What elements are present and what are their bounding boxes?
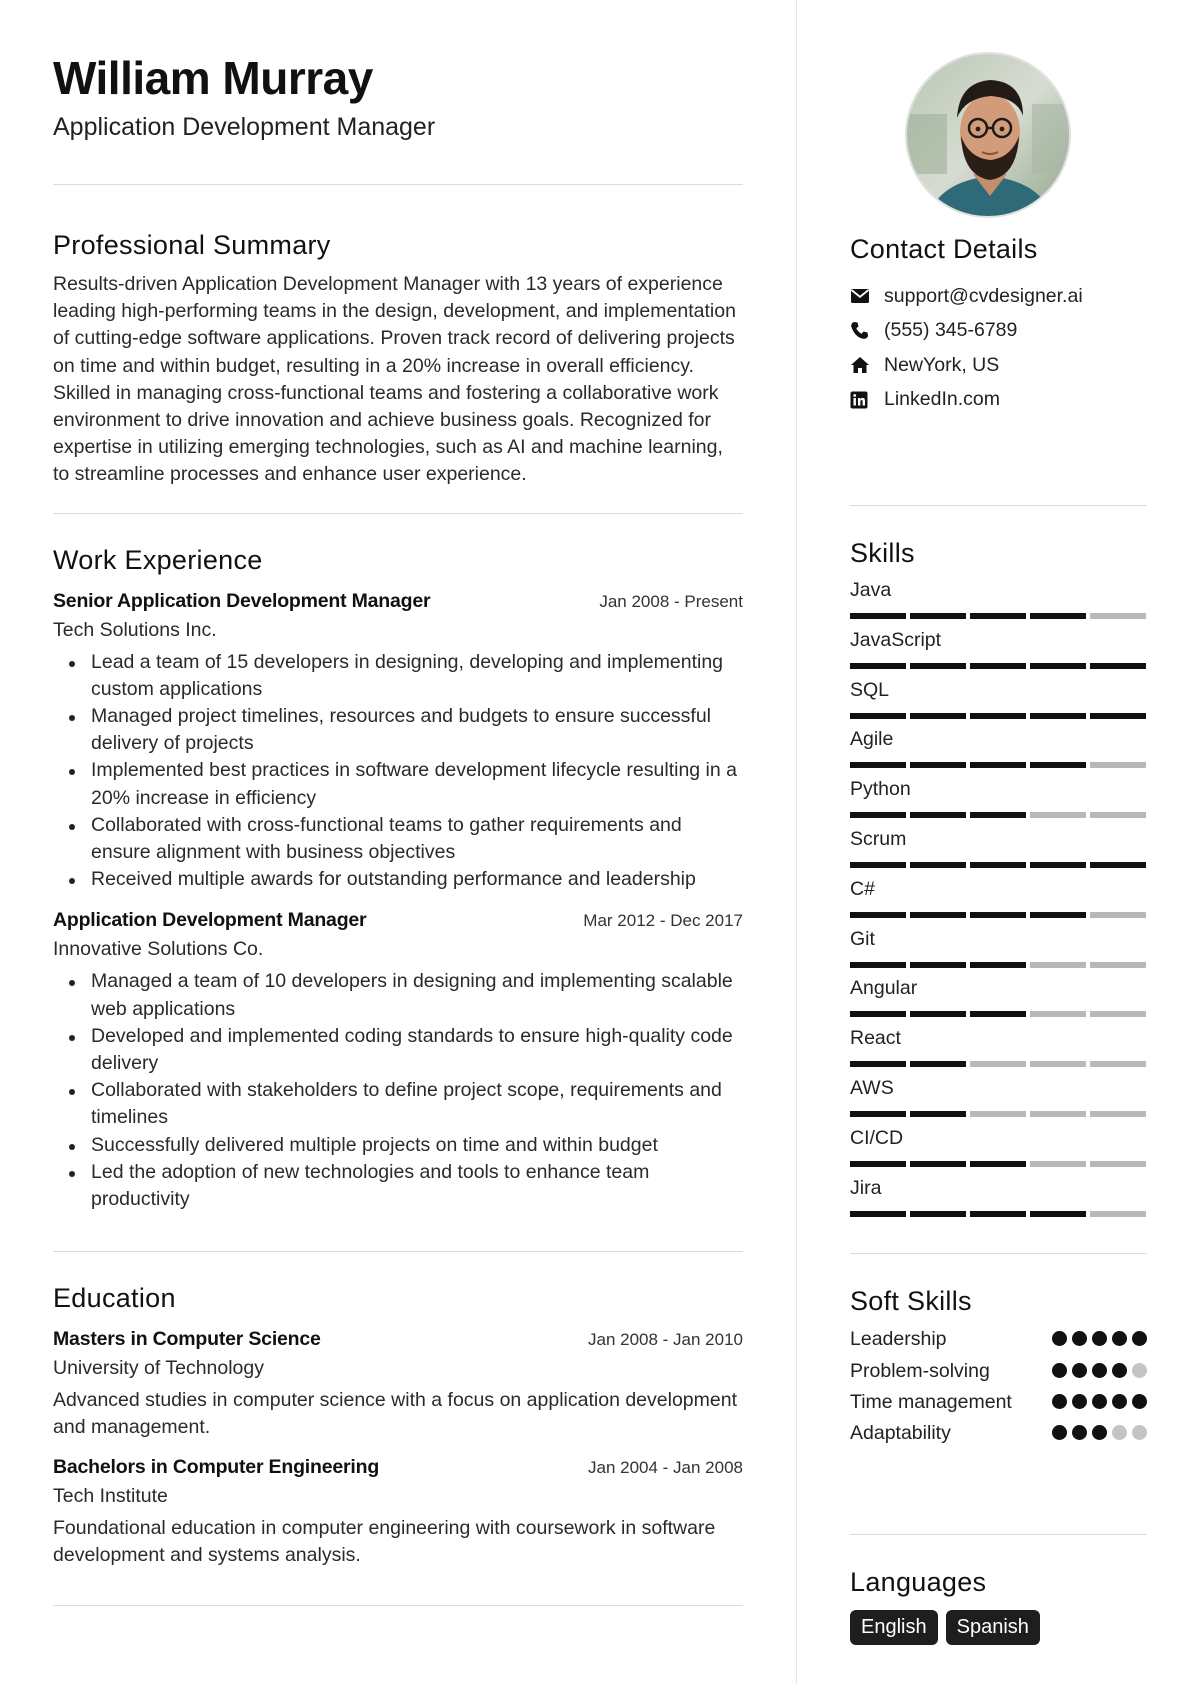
languages-section — [850, 1566, 1147, 1645]
contact-phone — [850, 314, 1147, 349]
skill-level-segment — [1030, 1161, 1086, 1167]
skill-level-segment — [910, 1161, 966, 1167]
skill-level-segment — [1090, 812, 1146, 818]
phone-icon — [850, 321, 884, 340]
rating-dot-icon — [1072, 1394, 1087, 1409]
skill-level-segment — [1030, 1011, 1086, 1017]
skill-level-segment — [1030, 862, 1086, 868]
divider — [850, 1253, 1147, 1254]
skill-level-segment — [850, 1161, 906, 1167]
profile-photo — [905, 52, 1071, 218]
home-icon — [850, 356, 884, 374]
rating-dot-icon — [1052, 1331, 1067, 1346]
skill-name: Angular — [850, 977, 918, 1000]
skill-item — [850, 876, 1147, 926]
rating-dot-icon — [1092, 1331, 1107, 1346]
skill-level-segment — [910, 1111, 966, 1117]
skill-level-segment — [1090, 1211, 1146, 1217]
main-column — [53, 50, 743, 1606]
bullet-text: Managed project timelines, resources and budgets to ensure successful delivery of projects — [91, 705, 712, 755]
skill-level-bar — [850, 1011, 1146, 1017]
rating-dot-icon — [1132, 1425, 1147, 1440]
bullet-icon — [69, 769, 75, 775]
skill-level-segment — [850, 1061, 906, 1067]
skill-level-segment — [1090, 1011, 1146, 1017]
soft-skills-section — [850, 1285, 1147, 1451]
school-name: Tech Institute — [53, 1484, 168, 1507]
skill-item — [850, 826, 1147, 876]
job-company: Innovative Solutions Co. — [53, 938, 264, 961]
skill-level-segment — [970, 762, 1026, 768]
degree-title: Masters in Computer Science — [53, 1328, 321, 1351]
rating-dot-icon — [1112, 1394, 1127, 1409]
skill-item — [850, 726, 1147, 776]
education-section — [53, 1282, 743, 1569]
rating-dot-icon — [1052, 1394, 1067, 1409]
soft-skill-rating — [1052, 1325, 1147, 1346]
list-item — [53, 1023, 743, 1077]
skill-level-segment — [910, 613, 966, 619]
skill-item — [850, 926, 1147, 976]
contact-section — [850, 233, 1147, 417]
bullet-text: Implemented best practices in software development lifecycle resulting in a 20% increase in efficiency — [91, 759, 737, 809]
education-header — [53, 1456, 743, 1479]
list-item — [53, 1132, 743, 1159]
rating-dot-icon — [1092, 1363, 1107, 1378]
skill-level-segment — [1030, 1061, 1086, 1067]
skill-level-segment — [970, 1161, 1026, 1167]
divider — [850, 505, 1147, 506]
contact-location — [850, 348, 1147, 383]
skill-level-segment — [910, 862, 966, 868]
section-title: Soft Skills — [850, 1286, 972, 1316]
skill-level-segment — [970, 862, 1026, 868]
divider — [53, 1605, 743, 1606]
job-date: Mar 2012 - Dec 2017 — [583, 911, 743, 931]
skill-level-segment — [850, 862, 906, 868]
divider — [53, 513, 743, 514]
rating-dot-icon — [1072, 1363, 1087, 1378]
skill-level-segment — [850, 613, 906, 619]
job-company: Tech Solutions Inc. — [53, 618, 217, 641]
skill-level-segment — [1030, 812, 1086, 818]
list-item — [53, 703, 743, 757]
skill-level-bar — [850, 713, 1146, 719]
job-title: Application Development Manager — [53, 909, 367, 932]
skill-name: Scrum — [850, 827, 907, 850]
skill-level-segment — [850, 713, 906, 719]
skill-level-segment — [970, 1011, 1026, 1017]
soft-skill-name: Time management — [850, 1391, 1012, 1413]
rating-dot-icon — [1052, 1363, 1067, 1378]
skill-level-segment — [850, 762, 906, 768]
skill-level-bar — [850, 812, 1146, 818]
phone-text[interactable]: (555) 345-6789 — [884, 319, 1018, 342]
bullet-icon — [69, 1144, 75, 1150]
skill-level-segment — [970, 962, 1026, 968]
skills-section — [850, 537, 1147, 1224]
soft-skill-name: Problem-solving — [850, 1359, 990, 1382]
soft-skills-list — [850, 1325, 1147, 1447]
summary-section — [53, 229, 743, 489]
skill-item — [850, 627, 1147, 677]
bullet-icon — [69, 1171, 75, 1177]
skill-level-bar — [850, 1161, 1146, 1167]
candidate-title: Application Development Manager — [53, 113, 436, 141]
rating-dot-icon — [1132, 1394, 1147, 1409]
skill-name: Java — [850, 579, 892, 601]
contact-email — [850, 279, 1147, 314]
skill-level-segment — [1090, 1061, 1146, 1067]
bullet-text: Led the adoption of new technologies and tools to enhance team productivity — [91, 1160, 650, 1211]
rating-dot-icon — [1092, 1425, 1107, 1440]
bullet-icon — [69, 824, 75, 830]
degree-title: Bachelors in Computer Engineering — [53, 1455, 380, 1478]
soft-skill-rating — [1052, 1388, 1147, 1409]
skill-level-segment — [1030, 1211, 1086, 1217]
rating-dot-icon — [1092, 1394, 1107, 1409]
skill-level-segment — [970, 1061, 1026, 1067]
education-description: Advanced studies in computer science with a focus on application development and management. — [53, 1389, 737, 1439]
rating-dot-icon — [1072, 1331, 1087, 1346]
skill-level-bar — [850, 1061, 1146, 1067]
skill-item — [850, 1125, 1147, 1175]
skill-name: Jira — [850, 1176, 882, 1199]
bullet-text: Developed and implemented coding standards to ensure high-quality code delivery — [91, 1024, 733, 1075]
soft-skill-name: Leadership — [850, 1328, 947, 1350]
column-divider — [796, 0, 797, 1684]
candidate-name: William Murray — [53, 52, 373, 104]
skill-level-segment — [1090, 713, 1146, 719]
bullet-icon — [69, 1089, 75, 1095]
job-header — [53, 590, 743, 613]
skill-name: Python — [850, 778, 911, 801]
envelope-icon — [850, 288, 884, 304]
section-title: Skills — [850, 538, 915, 568]
rating-dot-icon — [1052, 1425, 1067, 1440]
skill-level-segment — [1030, 762, 1086, 768]
list-item — [53, 968, 743, 1022]
language-chip: Spanish — [946, 1610, 1040, 1645]
section-title: Contact Details — [850, 234, 1038, 264]
skill-level-segment — [970, 1211, 1026, 1217]
skill-level-segment — [850, 1111, 906, 1117]
list-item — [53, 757, 743, 811]
divider — [53, 1251, 743, 1252]
skill-level-segment — [1030, 713, 1086, 719]
skill-level-segment — [1030, 613, 1086, 619]
divider — [850, 1534, 1147, 1535]
skill-level-segment — [1090, 862, 1146, 868]
skill-level-segment — [910, 762, 966, 768]
skill-name: C# — [850, 877, 875, 900]
email-text[interactable]: support@cvdesigner.ai — [884, 284, 1083, 307]
skill-level-segment — [1090, 1111, 1146, 1117]
bullet-icon — [69, 1035, 75, 1041]
language-chip: English — [850, 1610, 938, 1645]
skill-level-segment — [970, 713, 1026, 719]
list-item — [53, 649, 743, 703]
bullet-text: Successfully delivered multiple projects on time and within budget — [91, 1133, 658, 1156]
contact-list — [850, 279, 1147, 417]
contact-linkedin — [850, 383, 1147, 418]
bullet-text: Managed a team of 10 developers in designing and implementing scalable web applications — [91, 970, 733, 1020]
skill-level-segment — [910, 1011, 966, 1017]
skill-level-segment — [910, 663, 966, 669]
skill-level-segment — [1090, 663, 1146, 669]
skill-item — [850, 577, 1147, 627]
soft-skill-rating — [1052, 1419, 1147, 1440]
skill-level-bar — [850, 862, 1146, 868]
skill-level-segment — [1030, 663, 1086, 669]
skills-list — [850, 577, 1147, 1224]
skill-name: React — [850, 1027, 901, 1050]
job-title: Senior Application Development Manager — [53, 589, 431, 612]
skill-level-bar — [850, 1211, 1146, 1217]
education-entry — [53, 1456, 743, 1569]
skill-level-bar — [850, 762, 1146, 768]
skill-level-segment — [910, 713, 966, 719]
skill-level-segment — [970, 613, 1026, 619]
rating-dot-icon — [1132, 1331, 1147, 1346]
job-entry — [53, 590, 743, 894]
section-title: Education — [53, 1283, 176, 1314]
rating-dot-icon — [1112, 1331, 1127, 1346]
skill-level-segment — [1090, 962, 1146, 968]
skill-level-bar — [850, 613, 1146, 619]
profile-photo-image — [907, 54, 1071, 218]
skill-level-segment — [970, 663, 1026, 669]
skill-item — [850, 1075, 1147, 1125]
school-name: University of Technology — [53, 1357, 264, 1380]
job-bullets — [53, 649, 743, 894]
soft-skill-rating — [1052, 1357, 1147, 1378]
skill-level-segment — [850, 962, 906, 968]
section-title: Professional Summary — [53, 230, 331, 260]
list-item — [53, 1077, 743, 1131]
skill-item — [850, 1025, 1147, 1075]
soft-skill-item — [850, 1357, 1147, 1385]
skill-level-segment — [1030, 912, 1086, 918]
bullet-icon — [69, 878, 75, 884]
skill-level-segment — [1090, 762, 1146, 768]
skill-item — [850, 975, 1147, 1025]
bullet-text: Collaborated with cross-functional teams to gather requirements and ensure alignment with business objectives — [91, 813, 682, 864]
skill-level-segment — [850, 812, 906, 818]
job-bullets — [53, 968, 743, 1213]
soft-skill-item — [850, 1325, 1147, 1353]
skill-level-segment — [970, 912, 1026, 918]
bullet-icon — [69, 715, 75, 721]
skill-level-segment — [1030, 962, 1086, 968]
skill-level-bar — [850, 663, 1146, 669]
section-title: Work Experience — [53, 544, 263, 575]
section-title: Languages — [850, 1567, 987, 1597]
skill-level-segment — [850, 912, 906, 918]
job-date: Jan 2008 - Present — [599, 591, 743, 611]
education-entry — [53, 1328, 743, 1441]
skill-level-segment — [1090, 1161, 1146, 1167]
skill-level-segment — [970, 812, 1026, 818]
skill-item — [850, 776, 1147, 826]
skill-level-bar — [850, 962, 1146, 968]
rating-dot-icon — [1112, 1425, 1127, 1440]
bullet-icon — [69, 980, 75, 986]
bullet-text: Lead a team of 15 developers in designing, developing and implementing custom applications — [91, 650, 724, 700]
location-text: NewYork, US — [884, 353, 1000, 376]
job-header — [53, 909, 743, 932]
skill-name: CI/CD — [850, 1126, 904, 1149]
soft-skill-item — [850, 1388, 1147, 1416]
divider — [53, 184, 743, 185]
skill-level-segment — [1030, 1111, 1086, 1117]
list-item — [53, 1159, 743, 1213]
list-item — [53, 812, 743, 866]
bullet-icon — [69, 661, 75, 667]
bullet-text: Received multiple awards for outstanding performance and leadership — [91, 868, 696, 891]
skill-name: Agile — [850, 728, 894, 751]
skill-level-segment — [1090, 613, 1146, 619]
skill-level-segment — [910, 912, 966, 918]
experience-section — [53, 544, 743, 1214]
soft-skill-name: Adaptability — [850, 1422, 951, 1444]
summary-text: Results-driven Application Development Manager with 13 years of experience leading high-performing teams in the design, development, and implementation of cutting-edge software applications. Proven track record of delivering projects on time and within budget, resulting in a 20% increase in overall efficiency. Skilled in managing cross-functional teams and fostering a collaborative work environment to drive innovation and achieve business goals. Recognized for expertise in utilizing emerging technologies, such as AI and machine learning, to streamline processes and enhance user experience. — [53, 273, 736, 486]
job-entry — [53, 909, 743, 1213]
rating-dot-icon — [1112, 1363, 1127, 1378]
skill-level-segment — [910, 1061, 966, 1067]
education-date: Jan 2008 - Jan 2010 — [587, 1330, 743, 1350]
education-description: Foundational education in computer engineering with coursework in software development and systems analysis. — [53, 1516, 716, 1566]
skill-item — [850, 1175, 1147, 1225]
skill-level-segment — [910, 812, 966, 818]
soft-skill-item — [850, 1419, 1147, 1447]
skill-level-segment — [910, 1211, 966, 1217]
skill-name: Git — [850, 927, 875, 950]
skill-level-segment — [910, 962, 966, 968]
rating-dot-icon — [1132, 1363, 1147, 1378]
linkedin-icon — [850, 391, 884, 409]
rating-dot-icon — [1072, 1425, 1087, 1440]
list-item — [53, 866, 743, 893]
skill-name: AWS — [850, 1076, 894, 1099]
language-list — [850, 1610, 1147, 1645]
bullet-text: Collaborated with stakeholders to define project scope, requirements and timelines — [91, 1079, 722, 1129]
skill-level-bar — [850, 1111, 1146, 1117]
linkedin-text[interactable]: LinkedIn.com — [884, 388, 1000, 411]
skill-name: JavaScript — [850, 628, 942, 651]
skill-name: SQL — [850, 678, 890, 701]
skill-level-segment — [850, 663, 906, 669]
skill-level-segment — [1090, 912, 1146, 918]
skill-level-bar — [850, 912, 1146, 918]
skill-item — [850, 677, 1147, 727]
skill-level-segment — [850, 1211, 906, 1217]
education-header — [53, 1328, 743, 1351]
skill-level-segment — [970, 1111, 1026, 1117]
education-date: Jan 2004 - Jan 2008 — [587, 1457, 743, 1477]
skill-level-segment — [850, 1011, 906, 1017]
